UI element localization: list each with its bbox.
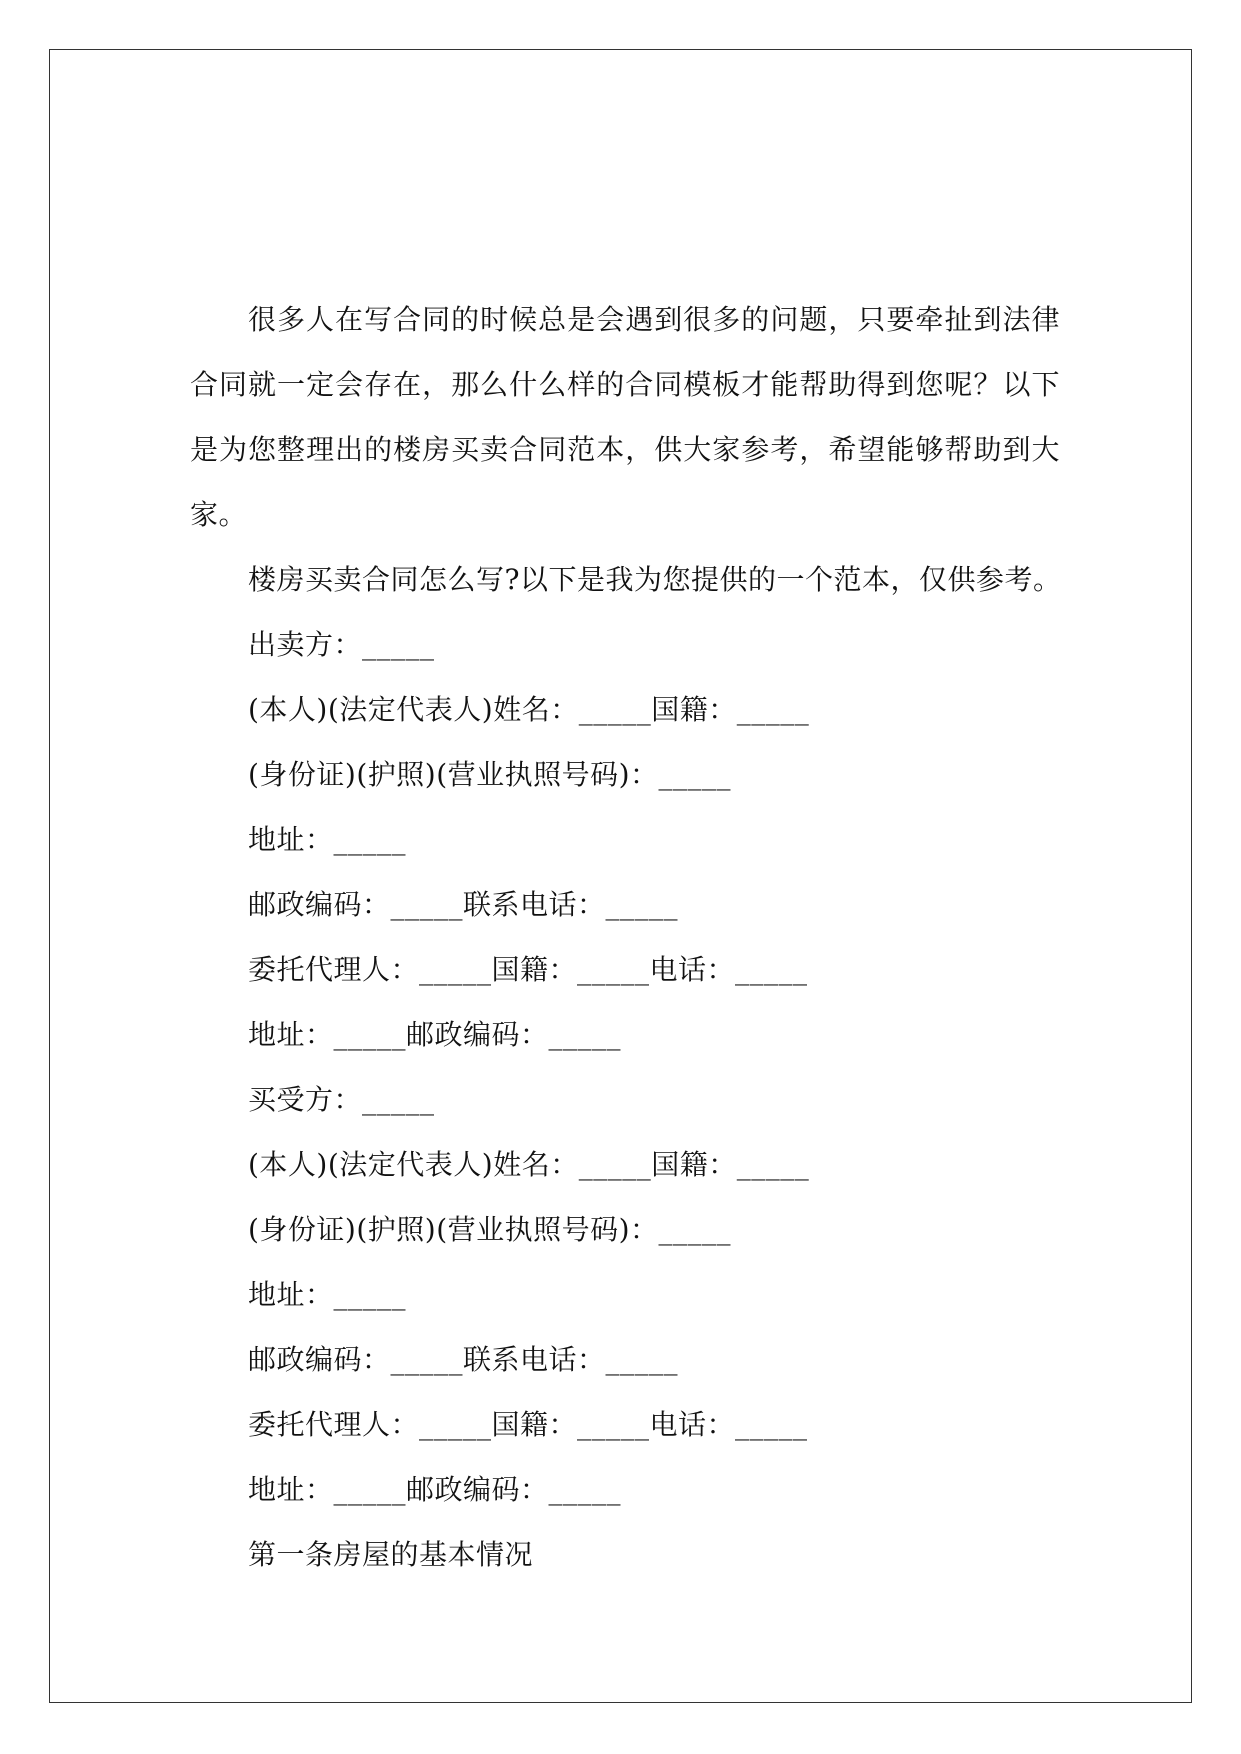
buyer-agent-line: 委托代理人：_____国籍：_____电话：_____ <box>248 1408 808 1441</box>
buyer-address-line: 地址：_____ <box>248 1278 407 1311</box>
seller-name-nationality-line: (本人)(法定代表人)姓名：_____国籍：_____ <box>248 693 810 726</box>
seller-address-line: 地址：_____ <box>248 823 407 856</box>
buyer-postcode-phone-line: 邮政编码：_____联系电话：_____ <box>248 1343 679 1376</box>
document-body <box>190 287 1060 1587</box>
seller-postcode-phone-line: 邮政编码：_____联系电话：_____ <box>248 888 679 921</box>
buyer-name-nationality-line: (本人)(法定代表人)姓名：_____国籍：_____ <box>248 1148 810 1181</box>
seller-id-line: (身份证)(护照)(营业执照号码)：_____ <box>248 758 732 791</box>
buyer-agent-address-line: 地址：_____邮政编码：_____ <box>248 1473 622 1506</box>
buyer-line: 买受方：_____ <box>248 1083 435 1116</box>
contract-intro-line: 楼房买卖合同怎么写?以下是我为您提供的一个范本，仅供参考。 <box>248 563 1062 596</box>
seller-line: 出卖方：_____ <box>248 628 435 661</box>
seller-agent-line: 委托代理人：_____国籍：_____电话：_____ <box>248 953 808 986</box>
seller-agent-address-line: 地址：_____邮政编码：_____ <box>248 1018 622 1051</box>
article-one-heading: 第一条房屋的基本情况 <box>248 1538 534 1571</box>
buyer-id-line: (身份证)(护照)(营业执照号码)：_____ <box>248 1213 732 1246</box>
intro-paragraph: 很多人在写合同的时候总是会遇到很多的问题，只要牵扯到法律合同就一定会存在，那么什么样的合同模板才能帮助得到您呢？以下是为您整理出的楼房买卖合同范本，供大家参考，希望能够帮助到大家。 <box>190 303 1060 531</box>
